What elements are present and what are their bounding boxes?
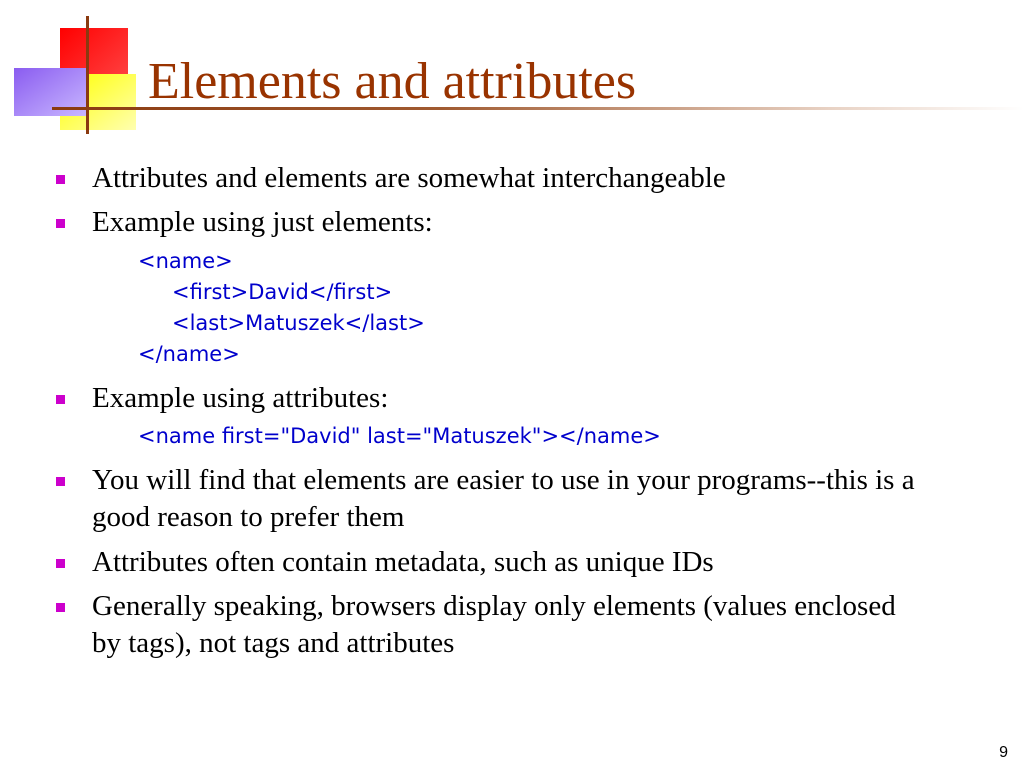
bullet-item: Attributes often contain metadata, such as unique IDs (92, 546, 714, 578)
bullet-marker-icon (56, 477, 65, 486)
bullet-item: Example using just elements: (92, 206, 433, 238)
bullet-marker-icon (56, 559, 65, 568)
bullet-item: You will find that elements are easier to use in your programs--this is a good reason to prefer them (92, 464, 915, 533)
bullet-item: Attributes and elements are somewhat interchangeable (92, 162, 726, 194)
code-line: </name> (138, 342, 240, 366)
code-line: <name first="David" last="Matuszek"></name> (138, 424, 661, 448)
code-line: <name> (138, 249, 233, 273)
code-line: <last>Matuszek</last> (172, 311, 425, 335)
page-number: 9 (999, 744, 1008, 761)
slide-title: Elements and attributes (148, 53, 637, 110)
bullet-marker-icon (56, 395, 65, 404)
bullet-marker-icon (56, 219, 65, 228)
bullet-item: Generally speaking, browsers display only elements (values enclosed by tags), not tags and attributes (92, 590, 896, 659)
bullet-marker-icon (56, 603, 65, 612)
decorative-vertical-line (86, 16, 89, 134)
code-line: <first>David</first> (172, 280, 393, 304)
bullet-marker-icon (56, 175, 65, 184)
bullet-item: Example using attributes: (92, 382, 389, 414)
